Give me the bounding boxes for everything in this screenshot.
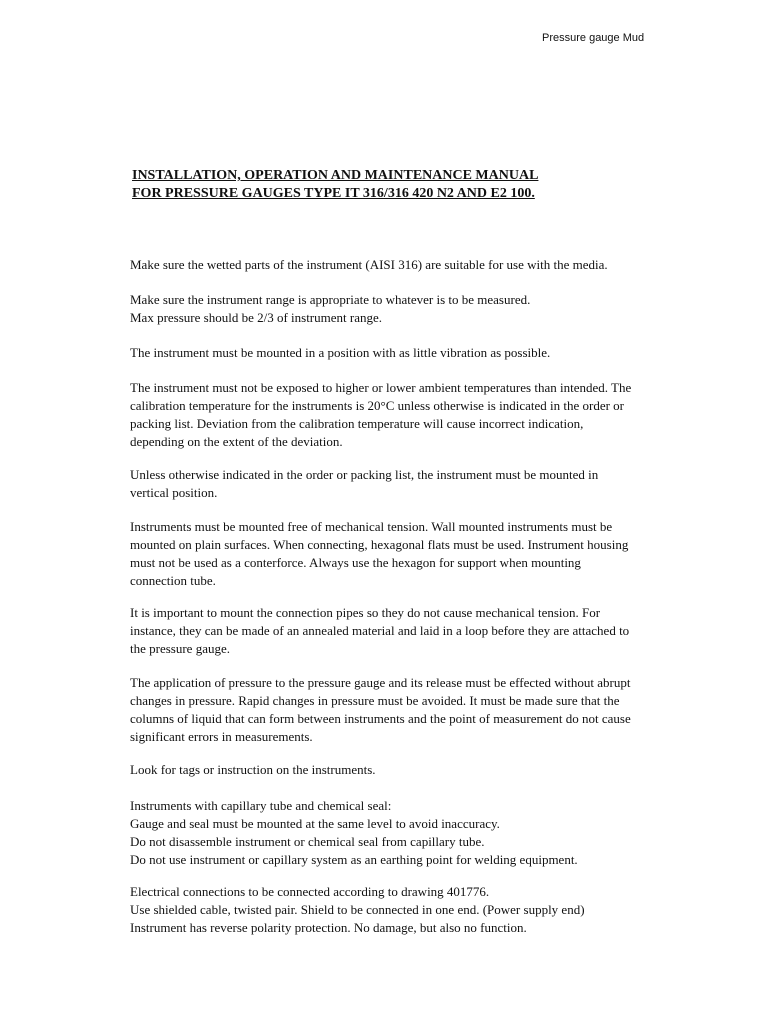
paragraph-connection-pipes xyxy=(130,604,710,658)
paragraph-line: Make sure the wetted parts of the instrument (AISI 316) are suitable for use with the media. xyxy=(130,257,608,272)
paragraph-line: Instrument has reverse polarity protection. No damage, but also no function. xyxy=(130,920,527,935)
paragraph-line: vertical position. xyxy=(130,485,218,500)
paragraph-line: significant errors in measurements. xyxy=(130,729,313,744)
document-header-label: Pressure gauge Mud xyxy=(542,32,645,44)
paragraph-line: Max pressure should be 2/3 of instrument range. xyxy=(130,310,383,325)
paragraph-line: Gauge and seal must be mounted at the same level to avoid inaccuracy. xyxy=(130,816,500,831)
paragraph-line: must not be used as a conterforce. Always use the hexagon for support when mounting xyxy=(130,555,581,570)
paragraph-line: Instruments must be mounted free of mechanical tension. Wall mounted instruments must be xyxy=(130,519,613,534)
paragraph-line: Make sure the instrument range is appropriate to whatever is to be measured. xyxy=(130,292,531,307)
paragraph-line: changes in pressure. Rapid changes in pressure must be avoided. It must be made sure that the xyxy=(130,693,620,708)
paragraph-pressure-application xyxy=(130,674,710,746)
paragraph-mechanical-tension xyxy=(130,518,710,590)
paragraph-line: The instrument must not be exposed to higher or lower ambient temperatures than intended. The xyxy=(130,380,632,395)
paragraph-line: Instruments with capillary tube and chemical seal: xyxy=(130,798,392,813)
paragraph-vertical-position xyxy=(130,466,710,502)
paragraph-line: calibration temperature for the instruments is 20°C unless otherwise is indicated in the order or xyxy=(130,398,625,413)
paragraph-tags xyxy=(130,761,710,779)
paragraph-line: mounted on plain surfaces. When connecting, hexagonal flats must be used. Instrument housing xyxy=(130,537,629,552)
paragraph-line: columns of liquid that can form between instruments and the point of measurement do not cause xyxy=(130,711,631,726)
paragraph-line: Do not disassemble instrument or chemical seal from capillary tube. xyxy=(130,834,485,849)
paragraph-line: Use shielded cable, twisted pair. Shield to be connected in one end. (Power supply end) xyxy=(130,902,585,917)
document-title xyxy=(132,167,652,203)
paragraph-vibration xyxy=(130,344,710,362)
paragraph-line: packing list. Deviation from the calibration temperature will cause incorrect indication, xyxy=(130,416,584,431)
paragraph-line: It is important to mount the connection pipes so they do not cause mechanical tension. For xyxy=(130,605,601,620)
paragraph-instrument-range xyxy=(130,291,710,327)
paragraph-line: instance, they can be made of an annealed material and laid in a loop before they are attached to xyxy=(130,623,630,638)
paragraph-line: Look for tags or instruction on the instruments. xyxy=(130,762,376,777)
paragraph-capillary-tube xyxy=(130,797,710,869)
paragraph-wetted-parts xyxy=(130,256,710,274)
paragraph-line: depending on the extent of the deviation. xyxy=(130,434,343,449)
document-title-line-1: INSTALLATION, OPERATION AND MAINTENANCE MANUAL xyxy=(132,168,539,183)
document-title-line-2: FOR PRESSURE GAUGES TYPE IT 316/316 420 N2 AND E2 100. xyxy=(132,186,535,201)
paragraph-line: The instrument must be mounted in a position with as little vibration as possible. xyxy=(130,345,551,360)
paragraph-electrical xyxy=(130,883,710,937)
paragraph-line: the pressure gauge. xyxy=(130,641,230,656)
paragraph-line: Electrical connections to be connected according to drawing 401776. xyxy=(130,884,490,899)
paragraph-temperature xyxy=(130,379,710,451)
paragraph-line: connection tube. xyxy=(130,573,216,588)
paragraph-line: Do not use instrument or capillary system as an earthing point for welding equipment. xyxy=(130,852,578,867)
paragraph-line: Unless otherwise indicated in the order or packing list, the instrument must be mounted in xyxy=(130,467,599,482)
paragraph-line: The application of pressure to the pressure gauge and its release must be effected without abrupt xyxy=(130,675,631,690)
